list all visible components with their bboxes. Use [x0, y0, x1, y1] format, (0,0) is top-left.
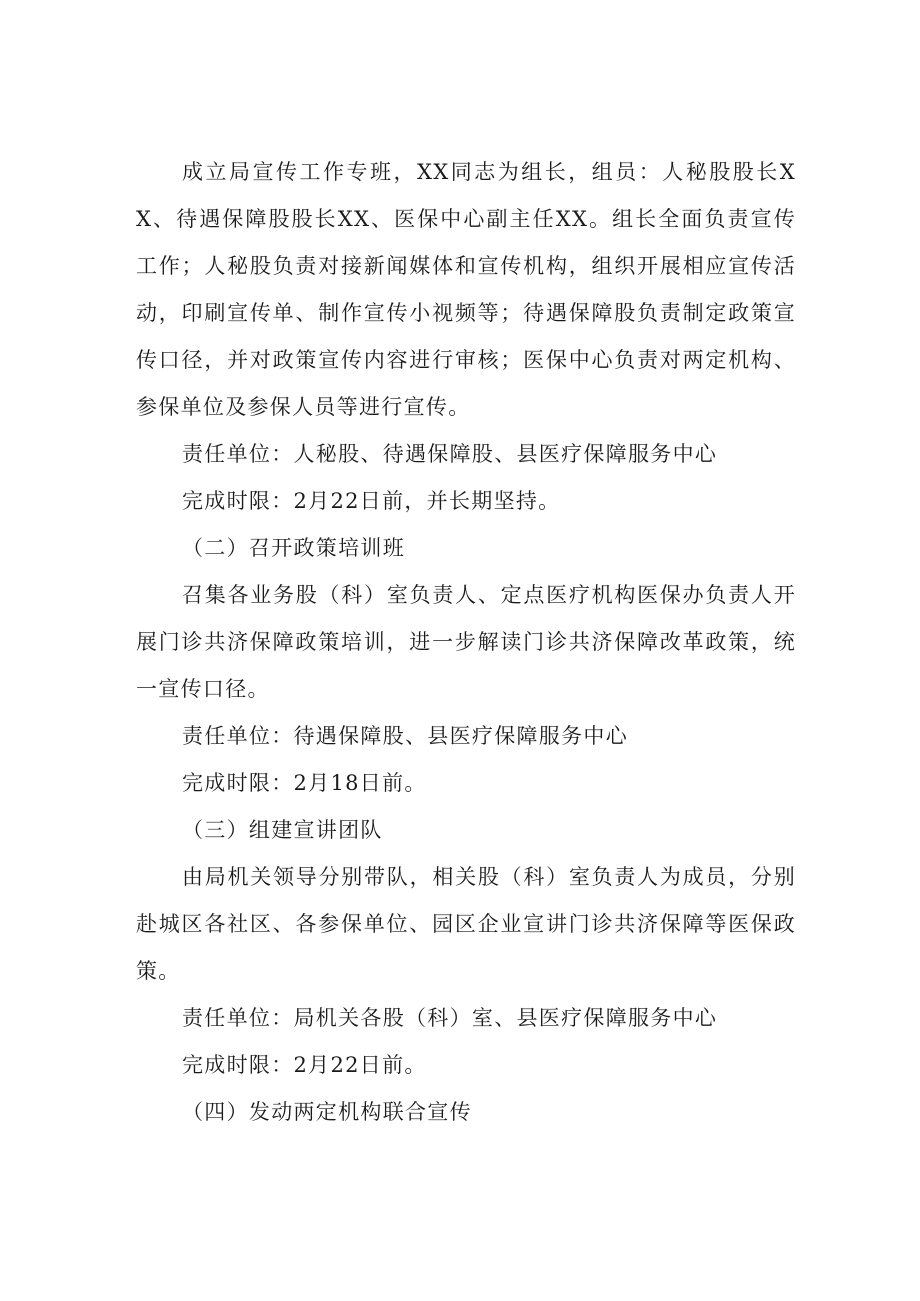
section-2-heading: （二）召开政策培训班 [182, 536, 405, 560]
section-3-body: 由局机关领导分别带队，相关股（科）室负责人为成员，分别赴城区各社区、各参保单位、园区企业宣讲门诊共济保障等医保政策。 [136, 865, 796, 983]
section-3-deadline: 完成时限：2月22日前。 [182, 1053, 427, 1077]
section-1-body: 成立局宣传工作专班，XX同志为组长，组员：人秘股股长XX、待遇保障股股长XX、医保中心副主任XX。组长全面负责宣传工作；人秘股负责对接新闻媒体和宣传机构，组织开展相应宣传活动，印刷宣传单、制作宣传小视频等；待遇保障股负责制定政策宣传口径，并对政策宣传内容进行审核；医保中心负责对两定机构、参保单位及参保人员等进行宣传。 [136, 160, 796, 419]
section-4-heading: （四）发动两定机构联合宣传 [182, 1100, 472, 1124]
section-1-responsible: 责任单位：人秘股、待遇保障股、县医疗保障服务中心 [182, 442, 718, 466]
section-3-responsible: 责任单位：局机关各股（科）室、县医疗保障服务中心 [182, 1006, 718, 1030]
section-2-body: 召集各业务股（科）室负责人、定点医疗机构医保办负责人开展门诊共济保障政策培训，进一步解读门诊共济保障改革政策，统一宣传口径。 [136, 583, 796, 701]
document-page [136, 149, 796, 1136]
section-2-deadline: 完成时限：2月18日前。 [182, 771, 427, 795]
section-1-deadline: 完成时限：2月22日前，并长期坚持。 [182, 489, 561, 513]
section-2-responsible: 责任单位：待遇保障股、县医疗保障服务中心 [182, 724, 628, 748]
section-3-heading: （三）组建宣讲团队 [182, 818, 383, 842]
